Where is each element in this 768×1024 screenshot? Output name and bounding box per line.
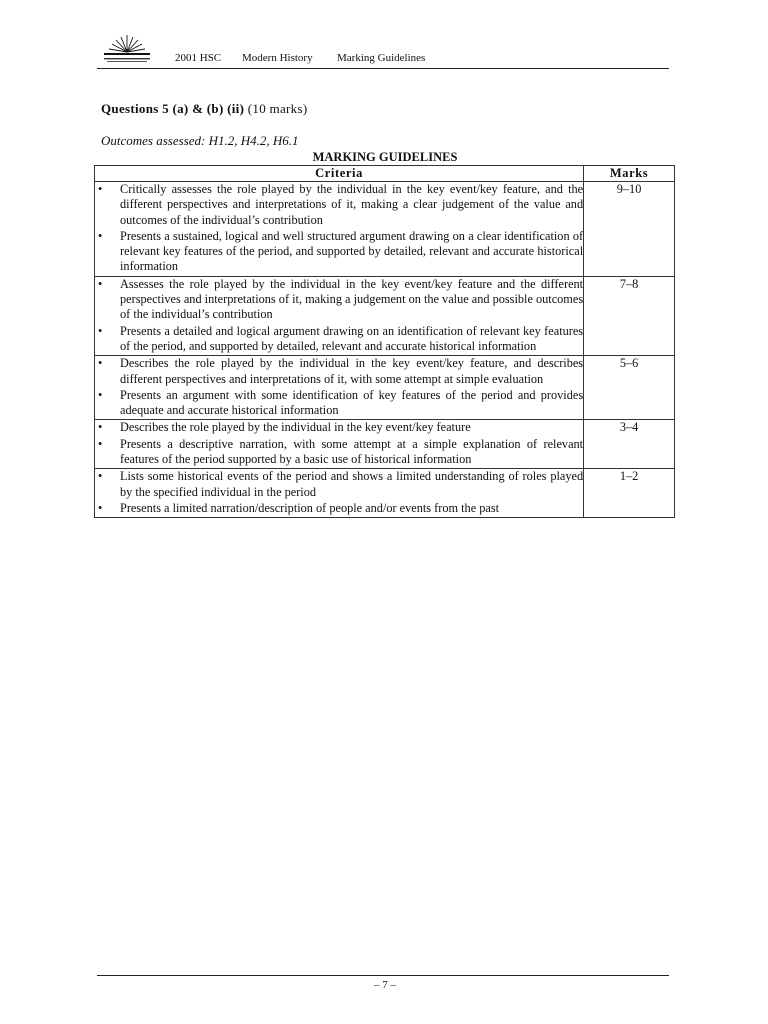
marks-cell: 9–10 (584, 182, 675, 277)
marks-cell: 5–6 (584, 356, 675, 420)
criterion-item: • Presents a sustained, logical and well structured argument drawing on a clear identification of relevant key features of the period, and supported by detailed, relevant and accurate historical information (95, 229, 583, 275)
header-subject: Modern History (242, 52, 313, 64)
page-number: – 7 – (374, 979, 396, 991)
criteria-cell (95, 469, 584, 518)
outcomes-assessed: Outcomes assessed: H1.2, H4.2, H6.1 (101, 133, 299, 148)
question-number: Questions 5 (a) & (b) (ii) (101, 101, 245, 116)
criterion-item: • Presents a detailed and logical argument drawing on an identification of relevant key features of the period, and supported by detailed, relevant and accurate historical information (95, 324, 583, 355)
table-row (95, 469, 675, 518)
criterion-item: • Lists some historical events of the period and shows a limited understanding of roles played by the specified individual in the period (95, 469, 583, 500)
header-document-type: Marking Guidelines (337, 52, 426, 64)
marks-cell: 7–8 (584, 276, 675, 355)
question-marks: (10 marks) (247, 101, 308, 116)
criterion-item: • Presents a descriptive narration, with some attempt at a simple explanation of relevant features of the period supported by a basic use of historical information (95, 437, 583, 468)
criterion-item: • Describes the role played by the individual in the key event/key feature, and describes different perspectives and interpretations of it, with some attempt at simple evaluation (95, 356, 583, 387)
criteria-column-header: Criteria (95, 166, 584, 182)
marks-cell: 1–2 (584, 469, 675, 518)
table-row (95, 276, 675, 355)
table-row (95, 182, 675, 277)
criteria-cell (95, 276, 584, 355)
criterion-item: • Presents a limited narration/description of people and/or events from the past (95, 501, 583, 516)
marking-guidelines-heading: MARKING GUIDELINES (312, 150, 458, 164)
footer-divider (97, 975, 669, 976)
marks-cell: 3–4 (584, 420, 675, 469)
criteria-cell (95, 420, 584, 469)
criteria-cell (95, 356, 584, 420)
criterion-item: • Presents an argument with some identification of key features of the period and provides adequate and accurate historical information (95, 388, 583, 419)
criteria-cell (95, 182, 584, 277)
marks-column-header: Marks (584, 166, 675, 182)
board-of-studies-logo (101, 32, 153, 64)
criterion-item: • Describes the role played by the individual in the key event/key feature (95, 420, 583, 435)
table-row (95, 420, 675, 469)
criterion-item: • Critically assesses the role played by the individual in the key event/key feature, and the different perspectives and interpretations of it, making a clear judgement of the value and outcomes of the individual’s contribution (95, 182, 583, 228)
table-header-row (95, 166, 675, 182)
question-title (101, 101, 307, 117)
criterion-item: • Assesses the role played by the individual in the key event/key feature and the different perspectives and interpretations of it, making a judgement on the value and possible outcomes of the individual’s contribution (95, 277, 583, 323)
header-exam: 2001 HSC (175, 52, 222, 64)
table-row (95, 356, 675, 420)
page-header (97, 30, 669, 69)
marking-guidelines-table (94, 165, 675, 518)
